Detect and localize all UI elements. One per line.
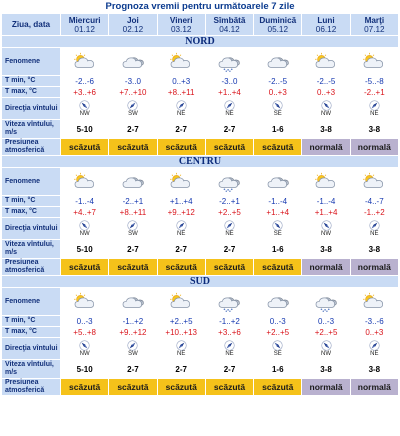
tmax-cell: +1..+4 bbox=[206, 87, 253, 97]
wind-direction-label: SE bbox=[273, 110, 282, 117]
pressure-cell: scăzută bbox=[61, 139, 108, 155]
tmin-cell: -2..-5 bbox=[302, 76, 349, 86]
wind-direction-cell bbox=[254, 98, 301, 119]
row-label: Fenomene bbox=[2, 288, 60, 315]
wind-arrow-icon bbox=[351, 100, 398, 111]
day-date: 03.12 bbox=[170, 24, 192, 34]
wind-direction-label: NW bbox=[321, 230, 332, 237]
phenomena-cell bbox=[302, 168, 349, 195]
row-label: T min, °C bbox=[2, 196, 60, 206]
phenomena-cell bbox=[351, 288, 398, 315]
sun-cloud-icon bbox=[158, 52, 205, 72]
sun-cloud-icon bbox=[158, 292, 205, 312]
day-name: Miercuri bbox=[68, 15, 101, 25]
row-tmin bbox=[2, 76, 398, 86]
cloud-icon bbox=[254, 172, 301, 192]
tmax-cell: +3..+6 bbox=[61, 87, 108, 97]
pressure-cell: normală bbox=[351, 379, 398, 395]
phenomena-cell bbox=[254, 168, 301, 195]
pressure-cell: normală bbox=[302, 379, 349, 395]
row-label: T min, °C bbox=[2, 316, 60, 326]
cloud-snow-icon bbox=[206, 172, 253, 192]
tmin-cell: -2..+1 bbox=[206, 196, 253, 206]
wind-speed-cell: 3-8 bbox=[351, 120, 398, 138]
day-date: 01.12 bbox=[74, 24, 95, 34]
wind-direction-label: SE bbox=[273, 230, 282, 237]
wind-direction-cell bbox=[302, 98, 349, 119]
row-pressure bbox=[2, 259, 398, 275]
row-label: T max, °C bbox=[2, 327, 60, 337]
row-label: Viteza vîntului, m/s bbox=[2, 120, 60, 138]
day-header bbox=[158, 14, 205, 35]
wind-direction-label: NW bbox=[79, 230, 90, 237]
phenomena-cell bbox=[109, 288, 156, 315]
wind-speed-cell: 5-10 bbox=[61, 240, 108, 258]
tmax-cell: +8..+11 bbox=[109, 207, 156, 217]
day-header bbox=[254, 14, 301, 35]
tmin-cell: -2..+1 bbox=[109, 196, 156, 206]
wind-direction-cell bbox=[254, 338, 301, 359]
day-name: Vineri bbox=[169, 15, 193, 25]
sun-cloud-icon bbox=[158, 172, 205, 192]
wind-arrow-icon bbox=[61, 220, 108, 231]
pressure-cell: scăzută bbox=[158, 259, 205, 275]
sun-cloud-icon bbox=[351, 172, 398, 192]
row-direction bbox=[2, 218, 398, 239]
forecast-table bbox=[1, 13, 399, 396]
day-date: 05.12 bbox=[267, 24, 289, 34]
tmax-cell: +9..+12 bbox=[158, 207, 205, 217]
row-label: Viteza vîntului, m/s bbox=[2, 240, 60, 258]
wind-direction-cell bbox=[302, 338, 349, 359]
wind-direction-label: NE bbox=[225, 110, 234, 117]
wind-arrow-icon bbox=[254, 100, 301, 111]
wind-direction-cell bbox=[158, 98, 205, 119]
tmax-cell: +2..+5 bbox=[206, 207, 253, 217]
tmin-cell: -3..0 bbox=[206, 76, 253, 86]
wind-direction-label: NE bbox=[370, 350, 379, 357]
wind-speed-cell: 3-8 bbox=[302, 240, 349, 258]
phenomena-cell bbox=[206, 48, 253, 75]
tmin-cell: 0..-3 bbox=[302, 316, 349, 326]
wind-arrow-icon bbox=[351, 340, 398, 351]
row-tmin bbox=[2, 196, 398, 206]
wind-speed-cell: 1-6 bbox=[254, 360, 301, 378]
row-label: Direcţia vîntului bbox=[2, 218, 60, 239]
day-date: 02.12 bbox=[122, 24, 144, 34]
day-date: 07.12 bbox=[364, 24, 385, 34]
wind-speed-cell: 1-6 bbox=[254, 120, 301, 138]
tmax-cell: -2..+1 bbox=[351, 87, 398, 97]
pressure-cell: scăzută bbox=[109, 379, 156, 395]
wind-speed-cell: 2-7 bbox=[158, 360, 205, 378]
wind-speed-cell: 2-7 bbox=[109, 240, 156, 258]
phenomena-cell bbox=[158, 168, 205, 195]
row-speed bbox=[2, 120, 398, 138]
wind-arrow-icon bbox=[61, 340, 108, 351]
cloud-icon bbox=[109, 172, 156, 192]
phenomena-cell bbox=[206, 288, 253, 315]
wind-arrow-icon bbox=[302, 220, 349, 231]
wind-direction-cell bbox=[351, 98, 398, 119]
wind-arrow-icon bbox=[254, 220, 301, 231]
row-tmax bbox=[2, 207, 398, 217]
row-label: T min, °C bbox=[2, 76, 60, 86]
cloud-snow-icon bbox=[302, 292, 349, 312]
phenomena-cell bbox=[302, 288, 349, 315]
wind-direction-label: NW bbox=[321, 110, 332, 117]
row-phenomena bbox=[2, 48, 398, 75]
row-pressure bbox=[2, 139, 398, 155]
day-date: 06.12 bbox=[315, 24, 337, 34]
pressure-cell: scăzută bbox=[158, 139, 205, 155]
day-name: Duminică bbox=[259, 15, 297, 25]
day-header bbox=[206, 14, 253, 35]
sun-cloud-icon bbox=[61, 172, 108, 192]
wind-speed-cell: 2-7 bbox=[206, 240, 253, 258]
wind-arrow-icon bbox=[206, 340, 253, 351]
page-title: Prognoza vremii pentru următoarele 7 zile bbox=[105, 1, 295, 12]
tmin-cell: +2..+5 bbox=[158, 316, 205, 326]
section-name: NORD bbox=[2, 36, 398, 47]
tmax-cell: +1..+4 bbox=[254, 207, 301, 217]
wind-direction-cell bbox=[109, 218, 156, 239]
phenomena-cell bbox=[61, 288, 108, 315]
sun-cloud-icon bbox=[302, 172, 349, 192]
tmax-cell: +1..+4 bbox=[302, 207, 349, 217]
row-label: Fenomene bbox=[2, 48, 60, 75]
wind-speed-cell: 1-6 bbox=[254, 240, 301, 258]
wind-direction-label: SW bbox=[128, 230, 138, 237]
wind-arrow-icon bbox=[206, 100, 253, 111]
wind-speed-cell: 2-7 bbox=[206, 360, 253, 378]
wind-direction-cell bbox=[254, 218, 301, 239]
wind-direction-cell bbox=[61, 98, 108, 119]
wind-speed-cell: 3-8 bbox=[351, 240, 398, 258]
wind-direction-label: SE bbox=[273, 350, 282, 357]
tmin-cell: -1..-4 bbox=[254, 196, 301, 206]
wind-direction-cell bbox=[302, 218, 349, 239]
row-label: T max, °C bbox=[2, 87, 60, 97]
day-name: Luni bbox=[317, 15, 335, 25]
pressure-cell: scăzută bbox=[254, 139, 301, 155]
pressure-cell: normală bbox=[302, 259, 349, 275]
wind-arrow-icon bbox=[158, 220, 205, 231]
wind-speed-cell: 2-7 bbox=[109, 120, 156, 138]
tmin-cell: -4..-7 bbox=[351, 196, 398, 206]
wind-arrow-icon bbox=[109, 100, 156, 111]
tmin-cell: -1..+2 bbox=[109, 316, 156, 326]
phenomena-cell bbox=[61, 168, 108, 195]
wind-direction-cell bbox=[158, 218, 205, 239]
pressure-cell: scăzută bbox=[109, 139, 156, 155]
wind-speed-cell: 3-8 bbox=[302, 360, 349, 378]
section-header bbox=[2, 36, 398, 47]
phenomena-cell bbox=[206, 168, 253, 195]
pressure-cell: scăzută bbox=[109, 259, 156, 275]
section-header bbox=[2, 156, 398, 167]
cloud-snow-icon bbox=[206, 52, 253, 72]
wind-direction-label: NE bbox=[370, 230, 379, 237]
tmax-cell: +10..+13 bbox=[158, 327, 205, 337]
phenomena-cell bbox=[351, 48, 398, 75]
tmin-cell: -3..0 bbox=[109, 76, 156, 86]
row-direction bbox=[2, 338, 398, 359]
cloud-snow-icon bbox=[206, 292, 253, 312]
wind-speed-cell: 2-7 bbox=[158, 240, 205, 258]
wind-arrow-icon bbox=[109, 220, 156, 231]
cloud-icon bbox=[254, 52, 301, 72]
tmin-cell: -3..-6 bbox=[351, 316, 398, 326]
wind-arrow-icon bbox=[302, 340, 349, 351]
sun-cloud-icon bbox=[61, 292, 108, 312]
tmax-cell: +5..+8 bbox=[61, 327, 108, 337]
tmax-cell: 0..+3 bbox=[302, 87, 349, 97]
tmin-cell: -2..-5 bbox=[254, 76, 301, 86]
pressure-cell: scăzută bbox=[206, 379, 253, 395]
day-header bbox=[302, 14, 349, 35]
wind-speed-cell: 3-8 bbox=[302, 120, 349, 138]
row-pressure bbox=[2, 379, 398, 395]
tmax-cell: +8..+11 bbox=[158, 87, 205, 97]
wind-direction-label: NW bbox=[321, 350, 332, 357]
day-header bbox=[61, 14, 108, 35]
sun-cloud-icon bbox=[351, 52, 398, 72]
row-label: Viteza vîntului, m/s bbox=[2, 360, 60, 378]
wind-speed-cell: 3-8 bbox=[351, 360, 398, 378]
section-header bbox=[2, 276, 398, 287]
tmax-cell: 0..+3 bbox=[254, 87, 301, 97]
header-label: Ziua, data bbox=[2, 14, 60, 35]
row-tmin bbox=[2, 316, 398, 326]
wind-direction-cell bbox=[206, 98, 253, 119]
section-name: SUD bbox=[2, 276, 398, 287]
row-tmax bbox=[2, 327, 398, 337]
phenomena-cell bbox=[158, 288, 205, 315]
row-tmax bbox=[2, 87, 398, 97]
pressure-cell: normală bbox=[351, 259, 398, 275]
tmin-cell: -1..-4 bbox=[61, 196, 108, 206]
row-direction bbox=[2, 98, 398, 119]
row-label: Presiunea atmosferică bbox=[2, 259, 60, 275]
tmax-cell: +2..+5 bbox=[302, 327, 349, 337]
tmin-cell: 0..-3 bbox=[254, 316, 301, 326]
wind-direction-label: NE bbox=[225, 350, 234, 357]
row-speed bbox=[2, 360, 398, 378]
wind-direction-cell bbox=[351, 338, 398, 359]
pressure-cell: scăzută bbox=[61, 259, 108, 275]
wind-direction-cell bbox=[61, 218, 108, 239]
row-label: T max, °C bbox=[2, 207, 60, 217]
row-label: Presiunea atmosferică bbox=[2, 379, 60, 395]
wind-direction-cell bbox=[61, 338, 108, 359]
wind-speed-cell: 2-7 bbox=[158, 120, 205, 138]
wind-arrow-icon bbox=[61, 100, 108, 111]
day-name: Marţi bbox=[364, 15, 385, 25]
phenomena-cell bbox=[109, 168, 156, 195]
row-phenomena bbox=[2, 288, 398, 315]
pressure-cell: normală bbox=[302, 139, 349, 155]
wind-direction-cell bbox=[206, 218, 253, 239]
tmin-cell: -1..+2 bbox=[206, 316, 253, 326]
section-name: CENTRU bbox=[2, 156, 398, 167]
wind-direction-label: SW bbox=[128, 110, 138, 117]
row-label: Presiunea atmosferică bbox=[2, 139, 60, 155]
tmin-cell: 0..-3 bbox=[61, 316, 108, 326]
wind-direction-label: NW bbox=[79, 350, 90, 357]
tmin-cell: -1..-4 bbox=[302, 196, 349, 206]
cloud-icon bbox=[254, 292, 301, 312]
row-speed bbox=[2, 240, 398, 258]
phenomena-cell bbox=[109, 48, 156, 75]
tmax-cell: -1..+2 bbox=[351, 207, 398, 217]
tmin-cell: 0..+3 bbox=[158, 76, 205, 86]
tmin-cell: -2..-6 bbox=[61, 76, 108, 86]
phenomena-cell bbox=[254, 48, 301, 75]
wind-direction-label: NE bbox=[177, 350, 186, 357]
wind-direction-cell bbox=[206, 338, 253, 359]
row-label: Fenomene bbox=[2, 168, 60, 195]
tmax-cell: +3..+6 bbox=[206, 327, 253, 337]
phenomena-cell bbox=[351, 168, 398, 195]
wind-arrow-icon bbox=[158, 340, 205, 351]
wind-speed-cell: 2-7 bbox=[109, 360, 156, 378]
tmax-cell: 0..+3 bbox=[351, 327, 398, 337]
sun-cloud-icon bbox=[61, 52, 108, 72]
tmax-cell: +7..+10 bbox=[109, 87, 156, 97]
wind-direction-label: NW bbox=[79, 110, 90, 117]
wind-direction-cell bbox=[351, 218, 398, 239]
pressure-cell: scăzută bbox=[61, 379, 108, 395]
day-name: Sîmbătă bbox=[213, 15, 246, 25]
phenomena-cell bbox=[158, 48, 205, 75]
phenomena-cell bbox=[302, 48, 349, 75]
day-date: 04.12 bbox=[219, 24, 240, 34]
wind-arrow-icon bbox=[302, 100, 349, 111]
wind-direction-label: NE bbox=[370, 110, 379, 117]
pressure-cell: scăzută bbox=[206, 259, 253, 275]
wind-direction-label: NE bbox=[177, 110, 186, 117]
phenomena-cell bbox=[61, 48, 108, 75]
pressure-cell: normală bbox=[351, 139, 398, 155]
wind-direction-cell bbox=[109, 98, 156, 119]
phenomena-cell bbox=[254, 288, 301, 315]
wind-direction-label: NE bbox=[177, 230, 186, 237]
wind-direction-cell bbox=[158, 338, 205, 359]
wind-arrow-icon bbox=[109, 340, 156, 351]
wind-direction-label: NE bbox=[225, 230, 234, 237]
wind-arrow-icon bbox=[351, 220, 398, 231]
wind-speed-cell: 5-10 bbox=[61, 120, 108, 138]
row-label: Direcţia vîntului bbox=[2, 338, 60, 359]
day-header bbox=[109, 14, 156, 35]
tmin-cell: -5..-8 bbox=[351, 76, 398, 86]
pressure-cell: scăzută bbox=[254, 259, 301, 275]
tmax-cell: +9..+12 bbox=[109, 327, 156, 337]
day-header bbox=[351, 14, 398, 35]
tmax-cell: +2..+5 bbox=[254, 327, 301, 337]
sun-cloud-icon bbox=[351, 292, 398, 312]
day-name: Joi bbox=[127, 15, 139, 25]
wind-arrow-icon bbox=[158, 100, 205, 111]
cloud-icon bbox=[109, 292, 156, 312]
wind-direction-label: SW bbox=[128, 350, 138, 357]
wind-arrow-icon bbox=[254, 340, 301, 351]
wind-direction-cell bbox=[109, 338, 156, 359]
pressure-cell: scăzută bbox=[206, 139, 253, 155]
header-row bbox=[2, 14, 398, 35]
row-label: Direcţia vîntului bbox=[2, 98, 60, 119]
wind-speed-cell: 2-7 bbox=[206, 120, 253, 138]
wind-arrow-icon bbox=[206, 220, 253, 231]
pressure-cell: scăzută bbox=[254, 379, 301, 395]
cloud-icon bbox=[109, 52, 156, 72]
tmin-cell: +1..+4 bbox=[158, 196, 205, 206]
wind-speed-cell: 5-10 bbox=[61, 360, 108, 378]
sun-cloud-icon bbox=[302, 52, 349, 72]
row-phenomena bbox=[2, 168, 398, 195]
pressure-cell: scăzută bbox=[158, 379, 205, 395]
tmax-cell: +4..+7 bbox=[61, 207, 108, 217]
